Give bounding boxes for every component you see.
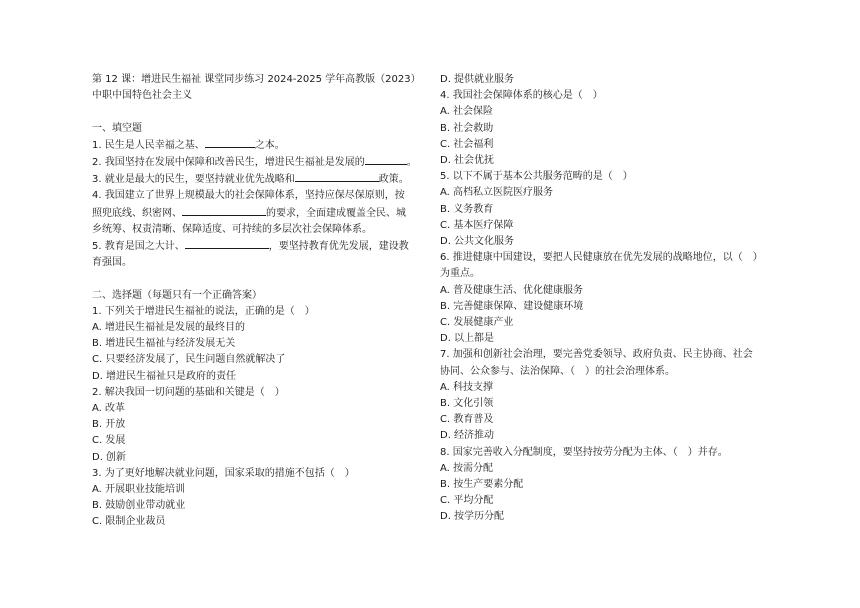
option-a[interactable]: A. 开展职业技能培训 bbox=[92, 484, 186, 496]
option-c[interactable]: C. 平均分配 bbox=[440, 495, 494, 507]
answer-blank[interactable] bbox=[185, 238, 269, 249]
option-a[interactable]: A. 科技支撑 bbox=[440, 381, 494, 393]
option-d[interactable]: D. 提供就业服务 bbox=[440, 74, 515, 85]
option-c[interactable]: C. 社会福利 bbox=[440, 138, 494, 150]
option-b[interactable]: B. 鼓励创业带动就业 bbox=[92, 500, 186, 512]
option-a[interactable]: A. 普及健康生活、优化健康服务 bbox=[440, 284, 584, 296]
left-column bbox=[92, 72, 430, 531]
option-b[interactable]: B. 完善健康保障、建设健康环境 bbox=[440, 300, 584, 312]
choice-question-4: 4. 我国社会保障体系的核心是（ ） A. 社会保险 B. 社会救助 C. 社会福利 D. 社会优抚 bbox=[440, 88, 776, 169]
choice-question-1: 1. 下列关于增进民生福祉的说法，正确的是（ ） A. 增进民生福祉是发展的最终目的 B. 增进民生福祉与经济发展无关 C. 只要经济发展了，民生问题自然就解决了 D. 增进民生福祉只是政府的责任 bbox=[92, 304, 430, 385]
fill-question-5: 5. 教育是国之大计、 ，要坚持教育优先发展，建设教 育强国。 bbox=[92, 238, 430, 271]
choice-question-6: 6. 推进健康中国建设，要把人民健康放在优先发展的战略地位，以（ ） 为重点。 A. 普及健康生活、优化健康服务 B. 完善健康保障、建设健康环境 C. 发展健康产业 D. 以上都是 bbox=[440, 250, 776, 347]
choice-question-2: 2. 解决我国一切问题的基础和关键是（ ） A. 改革 B. 开放 C. 发展 D. 创新 bbox=[92, 385, 430, 466]
choice-question-7: 7. 加强和创新社会治理，要完善党委领导、政府负责、民主协商、社会 协同、公众参与、法治保障、（ ）的社会治理体系。 A. 科技支撑 B. 文化引领 C. 教育普及 D. 经济推动 bbox=[440, 347, 776, 444]
option-d[interactable]: D. 社会优抚 bbox=[440, 155, 495, 167]
doc-title-line2: 中职中国特色社会主义 bbox=[92, 90, 192, 102]
answer-blank[interactable] bbox=[205, 137, 255, 148]
answer-blank[interactable] bbox=[295, 171, 379, 182]
option-a[interactable]: A. 改革 bbox=[92, 403, 126, 415]
option-b[interactable]: B. 社会救助 bbox=[440, 122, 494, 134]
option-b[interactable]: B. 增进民生福祉与经济发展无关 bbox=[92, 338, 236, 350]
section-heading-fill: 一、填空题 bbox=[92, 122, 142, 134]
option-b[interactable]: B. 开放 bbox=[92, 419, 126, 431]
option-a[interactable]: A. 按需分配 bbox=[440, 462, 494, 474]
choice-question-3: 3. 为了更好地解决就业问题，国家采取的措施不包括（ ） A. 开展职业技能培训 B. 鼓励创业带动就业 C. 限制企业裁员 bbox=[92, 466, 430, 531]
option-a[interactable]: A. 增进民生福祉是发展的最终目的 bbox=[92, 322, 246, 334]
option-d[interactable]: D. 创新 bbox=[92, 451, 127, 463]
option-c[interactable]: C. 教育普及 bbox=[440, 414, 494, 426]
answer-blank[interactable] bbox=[182, 205, 266, 216]
option-c[interactable]: C. 限制企业裁员 bbox=[92, 516, 166, 528]
section-heading-choice: 二、选择题（每题只有一个正确答案） bbox=[92, 289, 262, 301]
fill-question-3: 3. 就业是最大的民生，要坚持就业优先战略和 政策。 bbox=[92, 171, 430, 188]
option-d[interactable]: D. 公共文化服务 bbox=[440, 236, 515, 248]
option-c[interactable]: C. 只要经济发展了，民生问题自然就解决了 bbox=[92, 354, 286, 366]
option-a[interactable]: A. 社会保险 bbox=[440, 106, 494, 118]
fill-question-2: 2. 我国坚持在发展中保障和改善民生，增进民生福祉是发展的 。 bbox=[92, 154, 430, 171]
option-b[interactable]: B. 文化引领 bbox=[440, 398, 494, 410]
fill-question-1: 1. 民生是人民幸福之基、 之本。 bbox=[92, 137, 430, 154]
option-d[interactable]: D. 经济推动 bbox=[440, 430, 495, 442]
option-d[interactable]: D. 以上都是 bbox=[440, 333, 495, 345]
option-c[interactable]: C. 基本医疗保障 bbox=[440, 219, 514, 231]
choice-question-8: 8. 国家完善收入分配制度，要坚持按劳分配为主体、（ ）并存。 A. 按需分配 B. 按生产要素分配 C. 平均分配 D. 按学历分配 bbox=[440, 445, 776, 526]
right-column bbox=[440, 72, 776, 526]
option-b[interactable]: B. 按生产要素分配 bbox=[440, 479, 524, 491]
option-d[interactable]: D. 按学历分配 bbox=[440, 511, 505, 523]
option-a[interactable]: A. 高档私立医院医疗服务 bbox=[440, 187, 554, 199]
choice-question-5: 5. 以下不属于基本公共服务范畴的是（ ） A. 高档私立医院医疗服务 B. 义务教育 C. 基本医疗保障 D. 公共文化服务 bbox=[440, 169, 776, 250]
answer-blank[interactable] bbox=[365, 154, 407, 165]
option-c[interactable]: C. 发展健康产业 bbox=[440, 317, 514, 329]
fill-question-4: 4. 我国建立了世界上规模最大的社会保障体系，坚持应保尽保原则，按 照兜底线、织密网、 的要求，全面建成覆盖全民、城 乡统筹、权责清晰、保障适度、可持续的多层次社会保障体系。 bbox=[92, 190, 406, 235]
option-d[interactable]: D. 增进民生福祉只是政府的责任 bbox=[92, 370, 237, 382]
option-b[interactable]: B. 义务教育 bbox=[440, 203, 494, 215]
doc-title-line1: 第 12 课：增进民生福祉 课堂同步练习 2024-2025 学年高教版（2023） bbox=[92, 74, 421, 85]
option-c[interactable]: C. 发展 bbox=[92, 435, 126, 447]
